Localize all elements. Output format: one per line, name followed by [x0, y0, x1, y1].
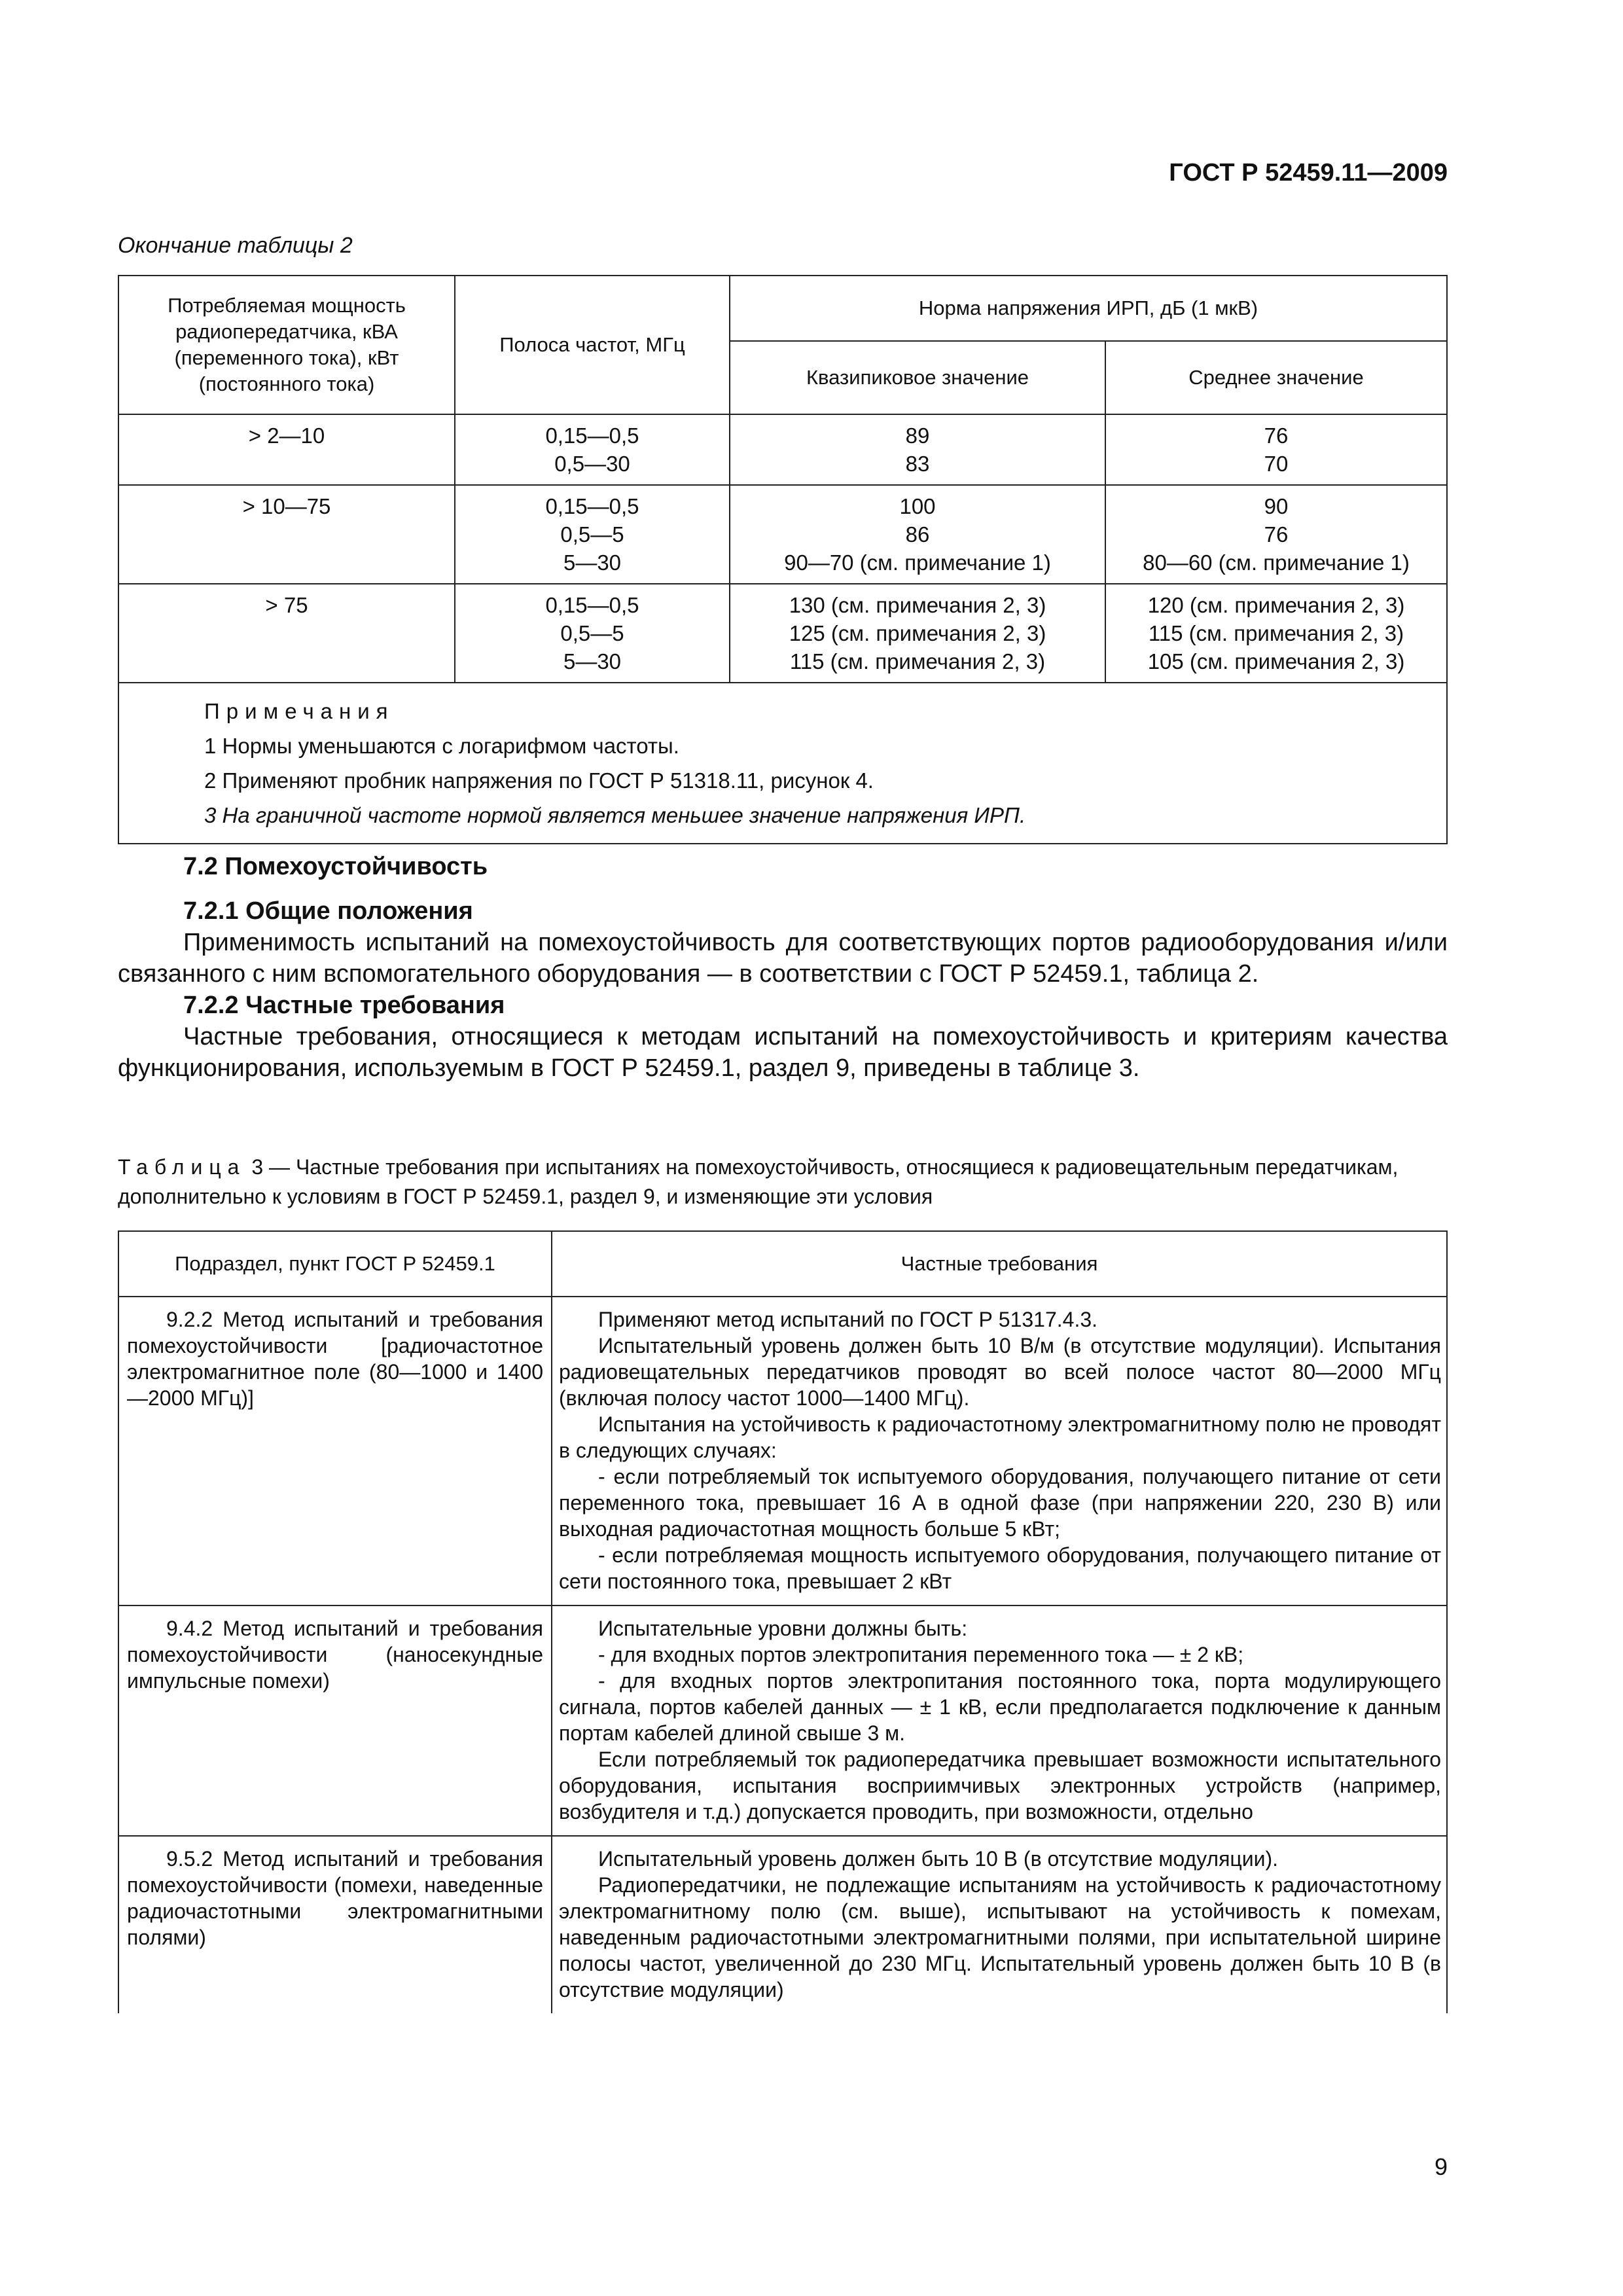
requirement-line: Испытательный уровень должен быть 10 В (в отсутствие модуляции).: [598, 1847, 1279, 1871]
requirement-line: Радиопередатчики, не подлежащие испытаниям на устойчивость к радиочастотному электромагнитному полю (см. выше), испытывают на устойчивость к помехам, наведенным радиочастотными электромагнитными полями, при испытательной ширине полосы частот, увеличенной до 230 МГц. Испытательный уровень должен быть 10 В (в отсутствие модуляции): [559, 1873, 1441, 2001]
avg-value: 120 (см. примечания 2, 3): [1147, 593, 1405, 617]
immunity-requirements-table: [118, 1230, 1448, 2013]
cell-power: > 75: [118, 584, 455, 683]
section-7-2: [118, 851, 1448, 1084]
cell-requirements: [552, 1836, 1447, 2013]
table-row: [118, 584, 1447, 683]
cell-band: [455, 485, 730, 584]
document-code: ГОСТ Р 52459.11—2009: [1169, 159, 1448, 187]
col-header-power: Потребляемая мощность радиопередатчика, кВА (переменного тока), кВт (постоянного тока): [118, 276, 455, 414]
note-item: 3 На граничной частоте нормой является меньшее значение напряжения ИРП.: [204, 803, 1026, 827]
cell-band: [455, 584, 730, 683]
clause-text: 9.2.2 Метод испытаний и требования помехоустойчивости [радиочастотное электромагнитное поле (80—1000 и 1400—2000 МГц)]: [127, 1308, 543, 1410]
col-header-quasipeak: Квазипиковое значение: [730, 341, 1105, 414]
qp-value: 83: [905, 452, 930, 476]
band-value: 0,5—5: [560, 621, 624, 645]
heading-7-2: 7.2 Помехоустойчивость: [183, 853, 488, 880]
col-header-requirements: Частные требования: [552, 1231, 1447, 1297]
requirement-line: Если потребляемый ток радиопередатчика превышает возможности испытательного оборудования, испытания восприимчивых электронных устройств (например, возбудителя и т.д.) допускается проводить, при возможности, отдельно: [559, 1748, 1441, 1823]
cell-requirements: [552, 1605, 1447, 1836]
paragraph-7-2-1: Применимость испытаний на помехоустойчивость для соответствующих портов радиооборудования и/или связанного с ним вспомогательного оборудования — в соответствии с ГОСТ Р 52459.1, таблица 2.: [118, 929, 1448, 988]
clause-text: 9.5.2 Метод испытаний и требования помехоустойчивости (помехи, наведенные радиочастотными электромагнитными полями): [127, 1847, 543, 1949]
qp-value: 89: [905, 423, 930, 448]
avg-value: 80—60 (см. примечание 1): [1143, 550, 1410, 575]
cell-power: > 2—10: [118, 414, 455, 485]
col-header-band: Полоса частот, МГц: [455, 276, 730, 414]
col-header-average: Среднее значение: [1105, 341, 1447, 414]
table-continuation-label: Окончание таблицы 2: [118, 233, 353, 258]
requirement-line: - для входных портов электропитания постоянного тока, порта модулирующего сигнала, портов кабелей данных — ± 1 кВ, если предполагается подключение к данным портам кабелей длиной свыше 3 м.: [559, 1669, 1441, 1745]
cell-quasipeak: [730, 584, 1105, 683]
table3-caption: [118, 1153, 1448, 1211]
col-header-clause: Подраздел, пункт ГОСТ Р 52459.1: [118, 1231, 552, 1297]
qp-value: 125 (см. примечания 2, 3): [789, 621, 1046, 645]
table-row: [118, 485, 1447, 584]
avg-value: 90: [1264, 494, 1289, 518]
page-number: 9: [1434, 2153, 1448, 2180]
requirement-line: Испытательный уровень должен быть 10 В/м (в отсутствие модуляции). Испытания радиовещательных передатчиков проводят во всей полосе частот 80—2000 МГц (включая полосу частот 1000—1400 МГц).: [559, 1334, 1441, 1410]
cell-average: [1105, 584, 1447, 683]
clause-text: 9.4.2 Метод испытаний и требования помехоустойчивости (наносекундные импульсные помехи): [127, 1617, 543, 1693]
notes-title: Примечания: [204, 699, 395, 723]
qp-value: 86: [905, 522, 930, 547]
requirement-line: Применяют метод испытаний по ГОСТ Р 51317.4.3.: [598, 1308, 1098, 1331]
qp-value: 130 (см. примечания 2, 3): [789, 593, 1046, 617]
cell-average: [1105, 414, 1447, 485]
heading-7-2-2: 7.2.2 Частные требования: [183, 992, 505, 1019]
avg-value: 76: [1264, 522, 1289, 547]
heading-7-2-1: 7.2.1 Общие положения: [183, 897, 473, 925]
table-row: [118, 1836, 1447, 2013]
requirement-line: Испытания на устойчивость к радиочастотному электромагнитному полю не проводят в следующих случаях:: [559, 1412, 1441, 1462]
note-item: 1 Нормы уменьшаются с логарифмом частоты.: [204, 734, 679, 758]
cell-quasipeak: [730, 485, 1105, 584]
band-value: 0,15—0,5: [545, 423, 639, 448]
band-value: 5—30: [563, 649, 622, 673]
note-item: 2 Применяют пробник напряжения по ГОСТ Р 51318.11, рисунок 4.: [204, 768, 874, 793]
paragraph-7-2-2: Частные требования, относящиеся к методам испытаний на помехоустойчивость и критериям качества функционирования, используемым в ГОСТ Р 52459.1, раздел 9, приведены в таблице 3.: [118, 1023, 1448, 1082]
band-value: 0,15—0,5: [545, 494, 639, 518]
cell-clause: [118, 1297, 552, 1605]
table3-caption-text: 3 — Частные требования при испытаниях на помехоустойчивость, относящиеся к радиовещательным передатчикам, дополнительно к условиям в ГОСТ Р 52459.1, раздел 9, и изменяющие эти условия: [118, 1155, 1399, 1208]
cell-average: [1105, 485, 1447, 584]
qp-value: 100: [899, 494, 936, 518]
emission-limits-table: [118, 275, 1448, 844]
cell-requirements: [552, 1297, 1447, 1605]
cell-power: > 10—75: [118, 485, 455, 584]
requirement-line: - для входных портов электропитания переменного тока — ± 2 кВ;: [598, 1643, 1244, 1666]
cell-quasipeak: [730, 414, 1105, 485]
avg-value: 70: [1264, 452, 1289, 476]
qp-value: 115 (см. примечания 2, 3): [789, 649, 1046, 673]
avg-value: 105 (см. примечания 2, 3): [1147, 649, 1405, 673]
band-value: 0,15—0,5: [545, 593, 639, 617]
band-value: 0,5—5: [560, 522, 624, 547]
requirement-line: - если потребляемая мощность испытуемого оборудования, получающего питание от сети постоянного тока, превышает 2 кВт: [559, 1543, 1441, 1593]
table3-caption-label: Таблица: [118, 1155, 246, 1179]
table-row: [118, 1605, 1447, 1836]
qp-value: 90—70 (см. примечание 1): [784, 550, 1051, 575]
avg-value: 115 (см. примечания 2, 3): [1148, 621, 1404, 645]
table-notes: [118, 683, 1447, 844]
col-header-norm: Норма напряжения ИРП, дБ (1 мкВ): [730, 276, 1447, 341]
requirement-line: - если потребляемый ток испытуемого оборудования, получающего питание от сети переменного тока, превышает 16 А в одной фазе (при напряжении 220, 230 В) или выходная радиочастотная мощность больше 5 кВт;: [559, 1465, 1441, 1541]
band-value: 5—30: [563, 550, 622, 575]
table-row: [118, 1297, 1447, 1605]
band-value: 0,5—30: [554, 452, 630, 476]
cell-clause: [118, 1836, 552, 2013]
table-row: [118, 414, 1447, 485]
cell-band: [455, 414, 730, 485]
avg-value: 76: [1264, 423, 1289, 448]
cell-clause: [118, 1605, 552, 1836]
requirement-line: Испытательные уровни должны быть:: [598, 1617, 968, 1640]
